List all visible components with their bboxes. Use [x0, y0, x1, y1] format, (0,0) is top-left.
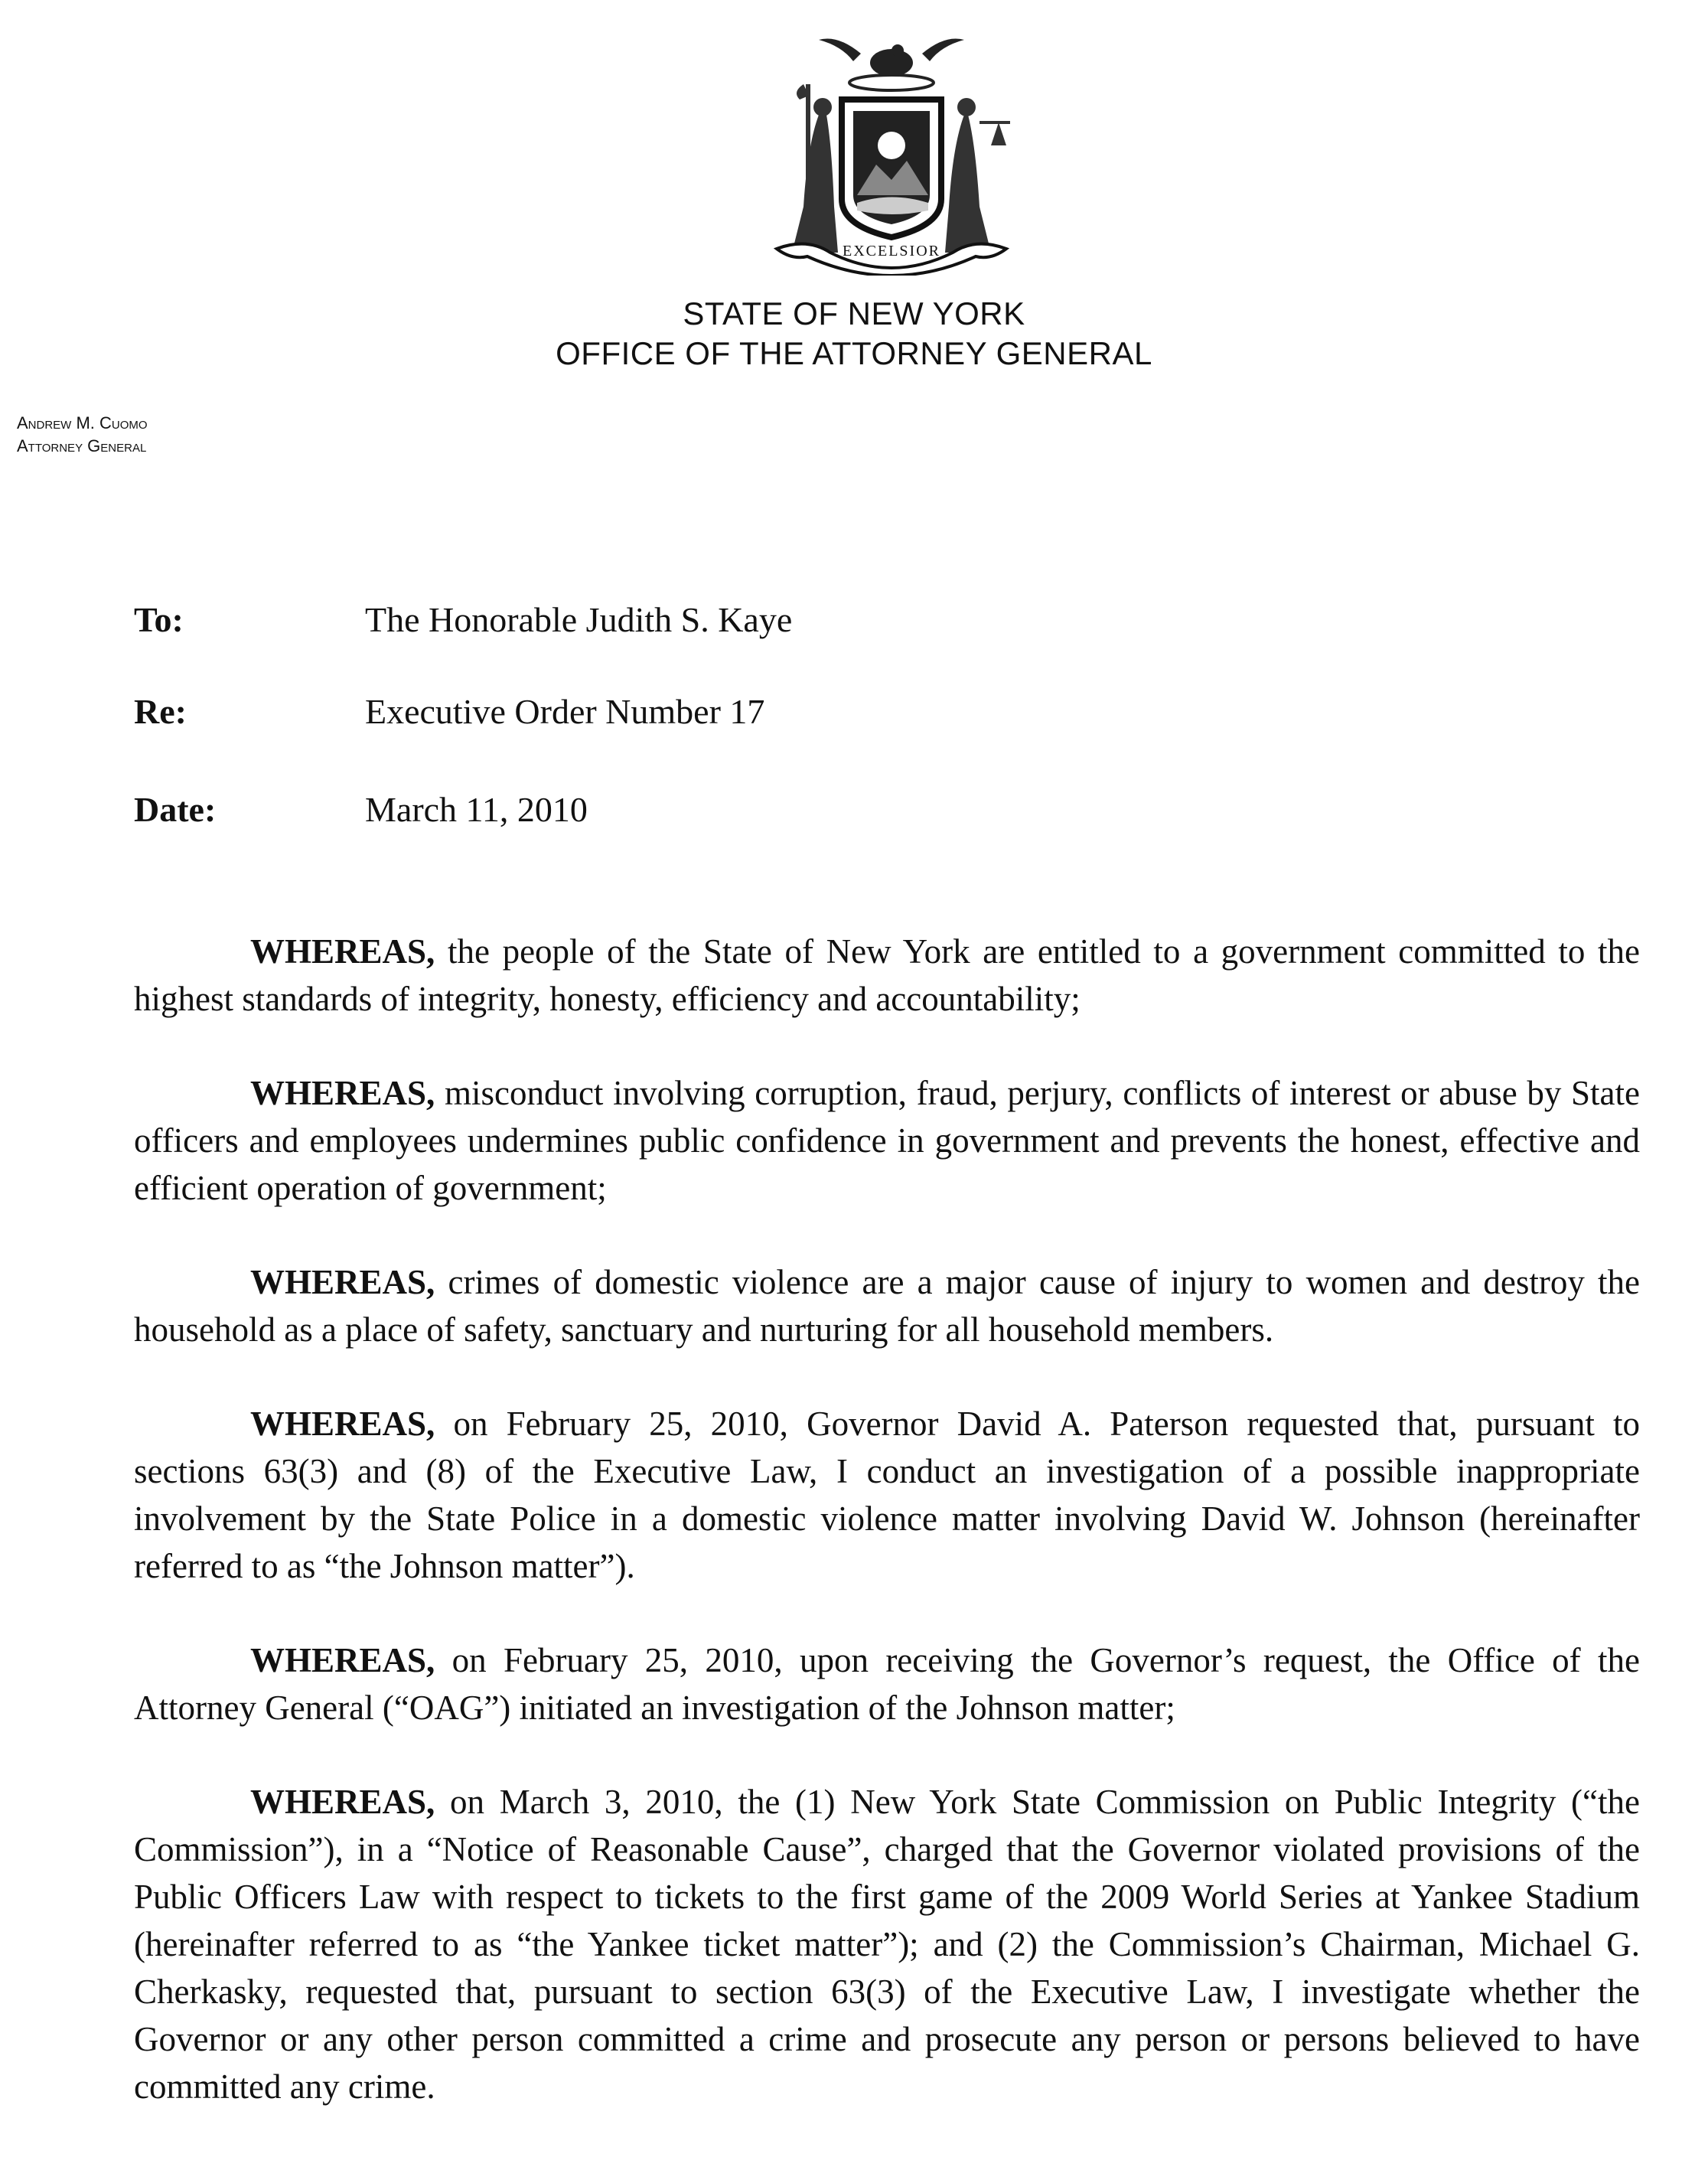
attorney-general-block [17, 412, 148, 458]
seal-motto: EXCELSIOR [843, 243, 940, 259]
memo-re-label: Re: [134, 692, 187, 731]
paragraph-text: on February 25, 2010, Governor David A. Paterson requested that, pursuant to sections 63(3) and (8) of the Executive Law, I conduct an investigation of a possible inappropriate involvement by the State Police in a domestic violence matter involving David W. Johnson (hereinafter referred to as “the Johnson matter”). [134, 1405, 1640, 1585]
attorney-general-title: Attorney General [17, 436, 147, 455]
whereas-keyword: WHEREAS, [250, 1783, 435, 1821]
paragraph-text: misconduct involving corruption, fraud, perjury, conflicts of interest or abuse by State officers and employees undermines public confidence in government and prevents the honest, effective and efficient operation of government; [134, 1074, 1640, 1207]
whereas-keyword: WHEREAS, [250, 1405, 435, 1443]
paragraph-text: on February 25, 2010, upon receiving the Governor’s request, the Office of the Attorney General (“OAG”) initiated an investigation of the Johnson matter; [134, 1641, 1640, 1727]
memo-re-value: Executive Order Number 17 [365, 692, 765, 731]
whereas-paragraph [134, 1400, 1640, 1590]
memo-date-label: Date: [134, 790, 217, 829]
state-seal [746, 31, 1037, 276]
letterhead-office: OFFICE OF THE ATTORNEY GENERAL [556, 335, 1152, 371]
memo-to-value: The Honorable Judith S. Kaye [365, 600, 793, 639]
memo-date-value: March 11, 2010 [365, 790, 588, 829]
memo-to-label: To: [134, 600, 184, 639]
new-york-state-seal-icon [746, 31, 1037, 276]
attorney-general-name: Andrew M. Cuomo [17, 413, 148, 432]
paragraph-text: on March 3, 2010, the (1) New York State Commission on Public Integrity (“the Commission”), in a “Notice of Reasonable Cause”, charged that the Governor violated provisions of the Public Officers Law with respect to tickets to the first game of the 2009 World Series at Yankee Stadium (hereinafter referred to as “the Yankee ticket matter”); and (2) the Commission’s Chairman, Michael G. Cherkasky, requested that, pursuant to section 63(3) of the Executive Law, I investigate whether the Governor or any other person committed a crime and prosecute any person or persons believed to have committed any crime. [134, 1783, 1640, 2106]
whereas-paragraph [134, 1258, 1640, 1353]
whereas-paragraph [134, 1637, 1640, 1731]
whereas-keyword: WHEREAS, [250, 932, 435, 971]
whereas-paragraph [134, 1069, 1640, 1212]
memo-body [134, 928, 1640, 2157]
paragraph-text: crimes of domestic violence are a major cause of injury to women and destroy the household as a place of safety, sanctuary and nurturing for all household members. [134, 1263, 1640, 1349]
whereas-keyword: WHEREAS, [250, 1074, 435, 1112]
whereas-paragraph [134, 1778, 1640, 2110]
paragraph-text: the people of the State of New York are entitled to a government committed to the highest standards of integrity, honesty, efficiency and accountability; [134, 932, 1640, 1018]
whereas-paragraph [134, 928, 1640, 1023]
whereas-keyword: WHEREAS, [250, 1263, 435, 1301]
whereas-keyword: WHEREAS, [250, 1641, 435, 1679]
letterhead-state: STATE OF NEW YORK [683, 295, 1025, 331]
